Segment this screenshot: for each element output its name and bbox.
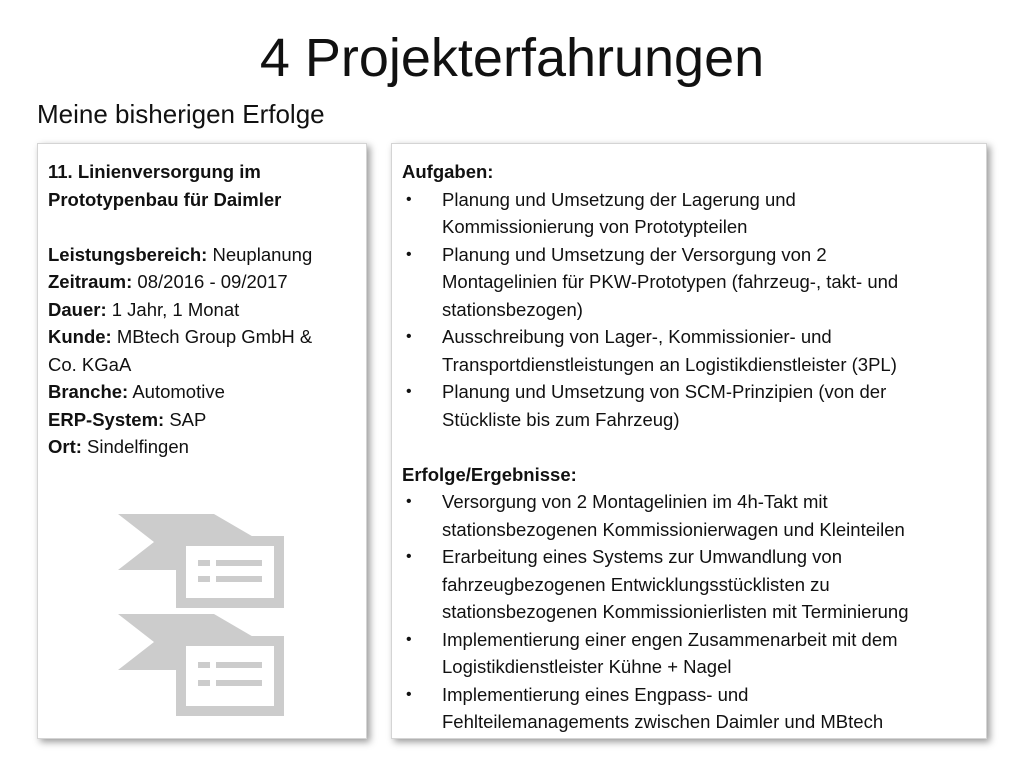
field-label: Leistungsbereich:: [48, 243, 208, 265]
task-item-text-line: • Planung und Umsetzung von SCM-Prinzipien (von der: [442, 381, 887, 402]
result-item-text-line: Fehlteilemanagements zwischen Daimler und MBtech: [442, 711, 884, 732]
results-heading: Erfolge/Ergebnisse:: [402, 463, 577, 485]
field-value: 1 Jahr, 1 Monat: [106, 298, 240, 320]
field-value: Co. KGaA: [48, 353, 132, 375]
result-item-text-line: stationsbezogenen Kommissionierwagen und Kleinteilen: [442, 518, 905, 540]
project-fields: [48, 241, 356, 461]
project-name-line-2: Prototypenbau für Daimler: [48, 188, 282, 210]
task-item: [402, 241, 976, 324]
slide-title: 4 Projekterfahrungen: [259, 28, 765, 88]
field-value: Neuplanung: [207, 243, 313, 265]
document-cards-icon: [114, 512, 286, 727]
result-item-text-line: fahrzeugbezogenen Entwicklungsstücklisten zu: [442, 573, 830, 595]
field-label: Branche:: [48, 381, 129, 402]
project-field-row: [48, 268, 356, 296]
tasks-list: [402, 186, 976, 434]
project-name-line-1: 11. Linienversorgung im: [48, 161, 261, 182]
field-value: 08/2016 - 09/2017: [132, 271, 288, 292]
tasks-heading: Aufgaben:: [402, 161, 494, 182]
task-item-text-line: Kommissionierung von Prototypteilen: [442, 216, 748, 237]
task-item-text-line: • Ausschreibung von Lager-, Kommissionier- und: [442, 326, 832, 347]
result-item: [402, 626, 976, 681]
result-item-text-line: • Implementierung eines Engpass- und: [442, 683, 749, 705]
task-item-text-line: • Planung und Umsetzung der Lagerung und: [442, 188, 796, 210]
results-list: [402, 488, 976, 736]
project-field-row: [48, 406, 356, 434]
result-item-text-line: stationsbezogenen Kommissionierlisten mit Terminierung: [442, 601, 909, 622]
field-value: Sindelfingen: [81, 436, 189, 457]
project-field-row: [48, 433, 356, 461]
project-field-row: [48, 378, 356, 406]
field-label: ERP-System:: [48, 408, 165, 430]
result-item-text-line: • Versorgung von 2 Montagelinien im 4h-Takt mit: [442, 491, 828, 512]
field-label: Dauer:: [48, 298, 107, 320]
project-field-row: [48, 351, 356, 379]
result-item-text-line: • Erarbeitung eines Systems zur Umwandlung von: [442, 546, 842, 567]
field-label: Kunde:: [48, 326, 112, 347]
task-item-text-line: stationsbezogen): [442, 298, 583, 320]
project-field-row: [48, 296, 356, 324]
field-value: SAP: [164, 408, 207, 430]
task-item-text-line: Montagelinien für PKW-Prototypen (fahrzeug-, takt- und: [442, 271, 899, 292]
project-details-panel: [391, 143, 987, 739]
slide-subtitle: Meine bisherigen Erfolge: [37, 99, 325, 129]
task-item-text-line: Transportdienstleistungen an Logistikdienstleister (3PL): [442, 353, 897, 375]
project-field-row: [48, 323, 356, 351]
result-item: [402, 543, 976, 626]
task-item: [402, 186, 976, 241]
result-item: [402, 488, 976, 543]
task-item: [402, 323, 976, 378]
field-value: MBtech Group GmbH &: [111, 326, 313, 347]
result-item-text-line: Logistikdienstleister Kühne + Nagel: [442, 656, 732, 677]
result-item: [402, 681, 976, 736]
task-item: [402, 378, 976, 433]
field-value: Automotive: [128, 381, 225, 402]
task-item-text-line: • Planung und Umsetzung der Versorgung von 2: [442, 243, 827, 265]
project-info-panel: [37, 143, 367, 739]
field-label: Ort:: [48, 436, 82, 457]
project-field-row: [48, 241, 356, 269]
task-item-text-line: Stückliste bis zum Fahrzeug): [442, 408, 680, 430]
result-item-text-line: • Implementierung einer engen Zusammenarbeit mit dem: [442, 628, 898, 650]
field-label: Zeitraum:: [48, 271, 133, 292]
